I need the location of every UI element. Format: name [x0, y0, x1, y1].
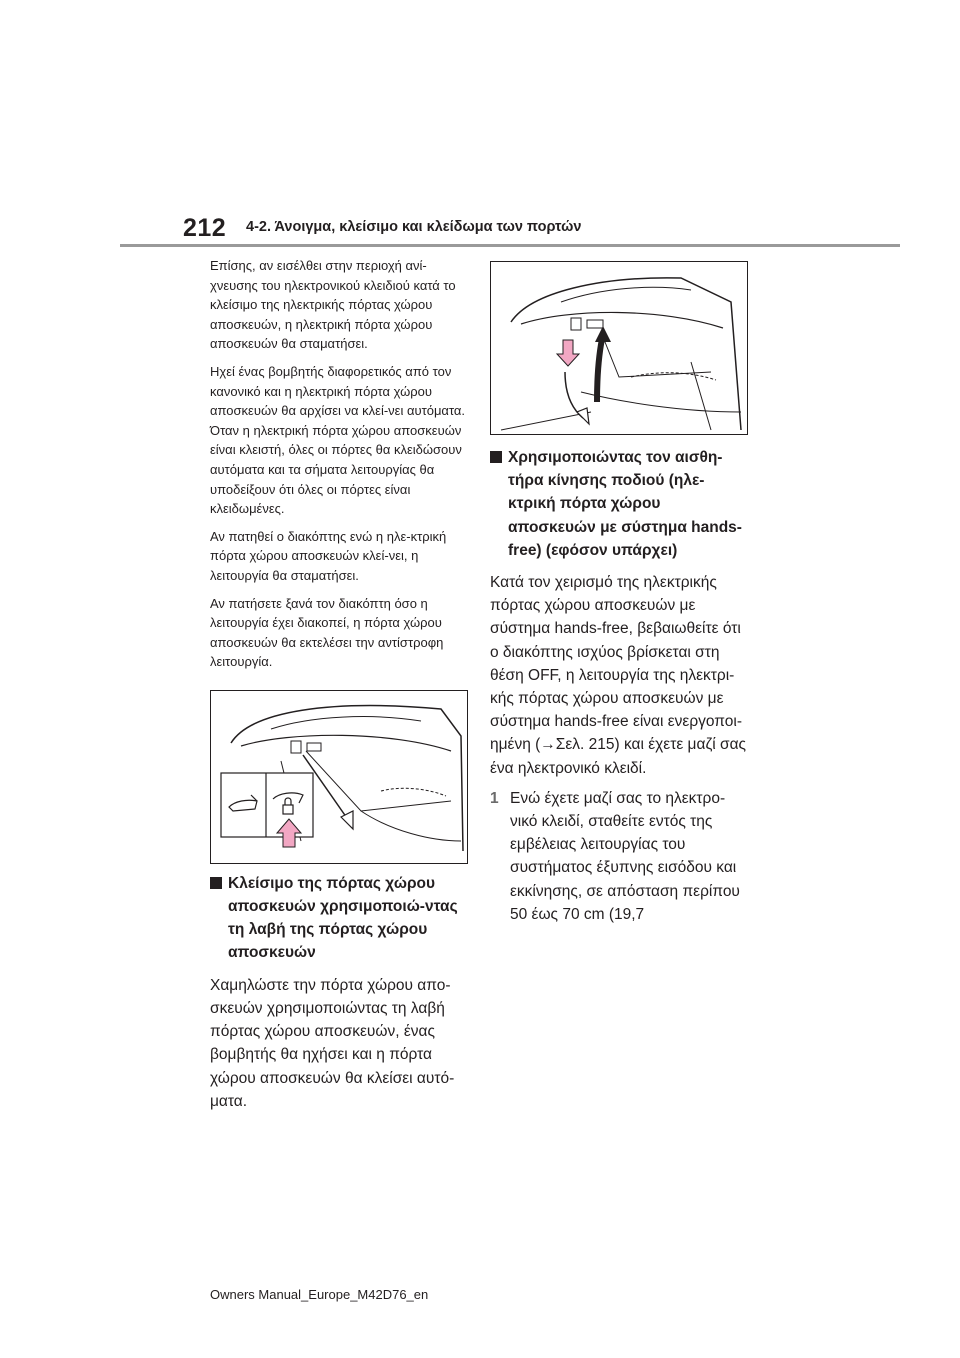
section-text: Χαμηλώστε την πόρτα χώρου απο-σκευών χρησιμοποιώντας τη λαβή πόρτας χώρου αποσκευών, ένας βομβητής θα ηχήσει και η πόρτα χώρου αποσκευών θα κλείσει αυτό-ματα. — [210, 976, 455, 1110]
paragraph: Αν πατήσετε ξανά τον διακόπτη όσο η λειτουργία έχει διακοπεί, η πόρτα χώρου αποσκευών θα εκτελέσει την αντίστροφη λειτουργία. — [210, 595, 444, 670]
paragraph: Ηχεί ένας βομβητής διαφορετικός από τον κανονικό και η ηλεκτρική πόρτα χώρου αποσκευών θα αρχίσει να κλεί-νει αυτόματα. Όταν η ηλεκτρική πόρτα χώρου αποσκευών είναι κλειστή, όλες οι πόρτες θα κλειδώσουν αυτόματα και τα σήματα λειτουργίας θα υποδείξουν ότι όλες οι πόρτες είναι κλειδωμένες. — [210, 363, 466, 517]
paragraph: Επίσης, αν εισέλθει στην περιοχή ανί-χνευσης του ηλεκτρονικού κλειδιού κατά το κλείσιμο της ηλεκτρικής πόρτας χώρου αποσκευών, η ηλεκτρική πόρτα χώρου αποσκευών θα σταματήσει. — [210, 258, 456, 352]
bullet-square-icon — [490, 451, 502, 463]
liftgate-illustration-open — [491, 262, 747, 434]
step-number: 1 — [490, 789, 499, 807]
left-column — [210, 256, 472, 1113]
page-number: 212 — [183, 214, 227, 242]
liftgate-button-figure — [210, 690, 468, 864]
header-divider — [120, 244, 900, 247]
bullet-square-icon — [210, 877, 222, 889]
paragraph: Αν πατηθεί ο διακόπτης ενώ η ηλε-κτρική πόρτα χώρου αποσκευών κλεί-νει, η λειτουργία θα σταματήσει. — [210, 528, 447, 583]
section-heading: Χρησιμοποιώντας τον αισθη-τήρα κίνησης ποδιού (ηλε-κτρική πόρτα χώρου αποσκευών με σύστημα hands-free) (εφόσον υπάρχει) — [490, 446, 752, 562]
section-heading: Κλείσιμο της πόρτας χώρου αποσκευών χρησιμοποιώ-ντας τη λαβή της πόρτας χώρου αποσκευών — [210, 872, 472, 965]
section-title: 4-2. Άνοιγμα, κλείσιμο και κλείδωμα των πορτών — [246, 219, 582, 235]
step-item — [490, 787, 752, 926]
footer-text: Owners Manual_Europe_M42D76_en — [210, 1287, 429, 1302]
section-text: Κατά τον χειρισμό της ηλεκτρικής πόρτας χώρου αποσκευών με σύστημα hands-free, βεβαιωθείτε ότι ο διακόπτης ισχύος βρίσκεται στη θέση OFF, η λειτουργία της ηλεκτρι-κής πόρτας χώρου αποσκευών με σύστημα hands-free είναι ενεργοποι-ημένη (→Σελ. 215) και έχετε μαζί σας ένα ηλεκτρονικό κλειδί. — [490, 574, 747, 777]
step-text: Ενώ έχετε μαζί σας το ηλεκτρο-νικό κλειδί, σταθείτε εντός της εμβέλειας λειτουργίας του συστήματος έξυπνης εισόδου και εκκίνησης, σε απόσταση περίπου 50 έως 70 cm (19,7 — [510, 789, 740, 923]
right-column — [490, 256, 752, 926]
liftgate-illustration-button — [211, 691, 467, 863]
liftgate-open-figure — [490, 261, 748, 435]
